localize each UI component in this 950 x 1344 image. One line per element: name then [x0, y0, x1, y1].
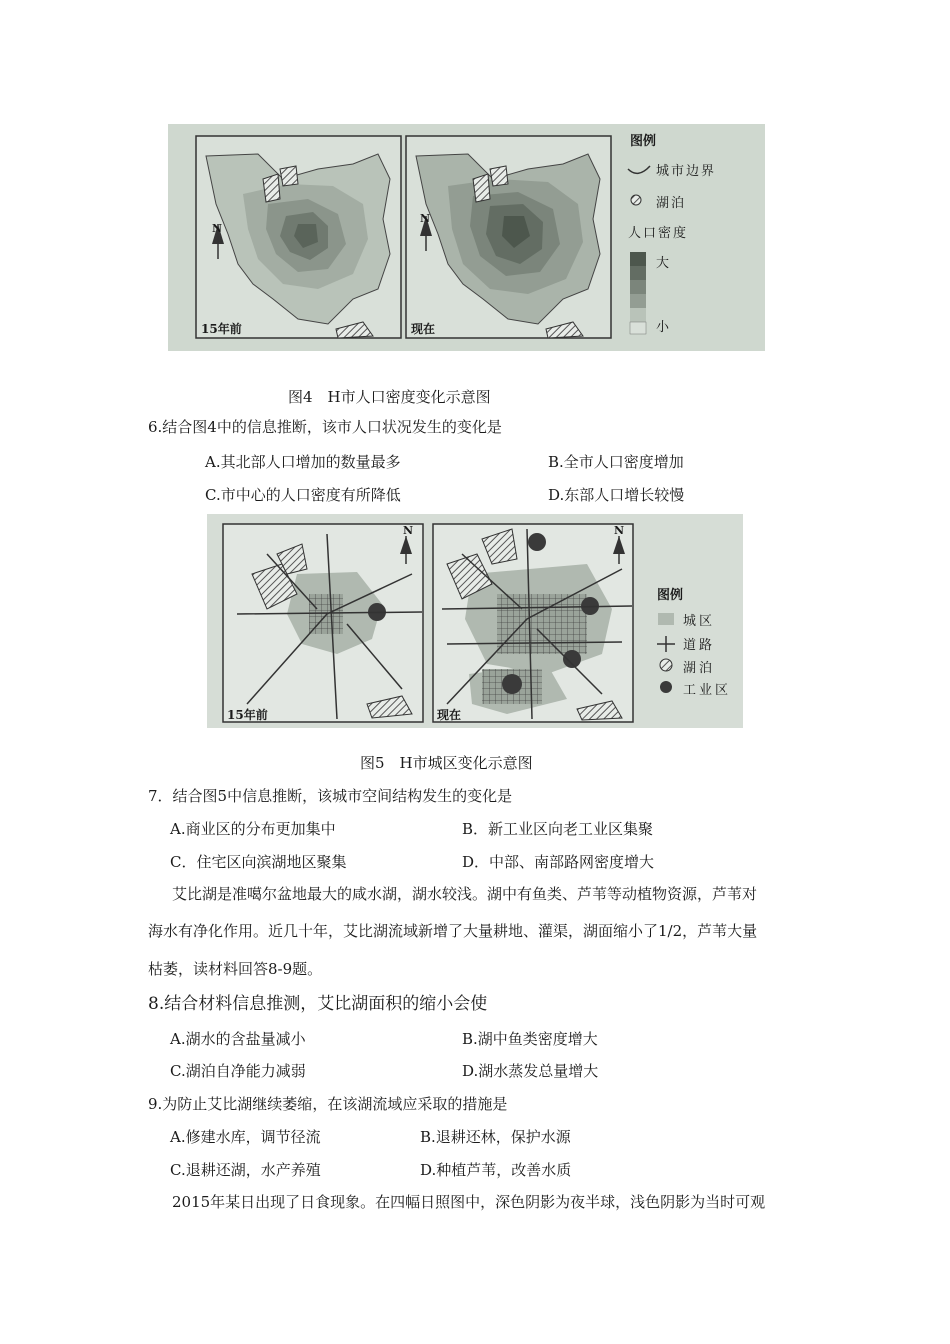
next-passage: 2015年某日出现了日食现象。在四幅日照图中，深色阴影为夜半球，浅色阴影为当时可观 — [172, 1193, 766, 1211]
q8-option-a: A.湖水的含盐量减小 — [170, 1030, 306, 1048]
fig5-legend-lake: 湖泊 — [683, 661, 716, 676]
q6-stem: 6.结合图4中的信息推断，该市人口状况发生的变化是 — [148, 418, 502, 436]
passage-line-2: 海水有净化作用。近几十年，艾比湖流域新增了大量耕地、灌渠，湖面缩小了1/2，芦苇大量 — [148, 922, 758, 940]
fig4-legend-title: 图例 — [630, 134, 657, 149]
fig5-north-right: N — [614, 524, 625, 537]
q7-option-b: B．新工业区向老工业区集聚 — [462, 820, 654, 838]
passage-line-3: 枯萎，读材料回答8-9题。 — [148, 960, 323, 978]
fig5-legend-urban: 城区 — [683, 614, 716, 629]
lake-icon — [660, 659, 672, 671]
road-icon — [657, 636, 675, 652]
q7-option-c: C．住宅区向滨湖地区聚集 — [170, 853, 347, 871]
q6-option-a: A.其北部人口增加的数量最多 — [205, 453, 401, 471]
passage-line-1: 艾比湖是准噶尔盆地最大的咸水湖，湖水较浅。湖中有鱼类、芦苇等动植物资源，芦苇对 — [172, 885, 758, 903]
fig4-north-right: N — [420, 212, 431, 225]
fig4-legend-density: 人口密度 — [628, 226, 689, 241]
figure-4-image — [168, 124, 765, 351]
fig4-label-right: 现在 — [411, 322, 436, 336]
q8-option-b: B.湖中鱼类密度增大 — [462, 1030, 598, 1048]
q8-stem: 8.结合材料信息推测，艾比湖面积的缩小会使 — [148, 994, 488, 1014]
figure-5-image — [207, 514, 743, 728]
fig4-legend-lake: 湖泊 — [656, 196, 687, 211]
q7-stem: 7．结合图5中信息推断，该城市空间结构发生的变化是 — [148, 787, 513, 805]
q8-option-c: C.湖泊自净能力减弱 — [170, 1062, 306, 1080]
fig4-legend-boundary: 城市边界 — [656, 164, 717, 179]
fig4-north-left: N — [212, 222, 223, 235]
density-swatch — [630, 252, 646, 266]
city-boundary-icon — [628, 166, 650, 173]
q9-option-d: D.种植芦苇，改善水质 — [420, 1161, 572, 1179]
q9-option-c: C.退耕还湖，水产养殖 — [170, 1161, 321, 1179]
fig4-legend-low: 小 — [656, 320, 670, 335]
fig4-legend-high: 大 — [656, 256, 670, 271]
q7-option-a: A.商业区的分布更加集中 — [170, 820, 336, 838]
fig5-label-right: 现在 — [437, 708, 462, 722]
q9-option-a: A.修建水库，调节径流 — [170, 1128, 321, 1146]
q6-option-d: D.东部人口增长较慢 — [548, 486, 685, 504]
fig5-legend-title: 图例 — [657, 588, 684, 603]
figure-4-caption: 图4 H市人口密度变化示意图 — [288, 388, 491, 406]
fig4-label-left: 15年前 — [201, 322, 242, 336]
q6-option-b: B.全市人口密度增加 — [548, 453, 684, 471]
q7-option-d: D．中部、南部路网密度增大 — [462, 853, 655, 871]
urban-area-swatch — [658, 613, 674, 625]
fig5-legend-industrial: 工业区 — [683, 683, 732, 698]
lake-icon — [631, 195, 641, 205]
q6-option-c: C.市中心的人口密度有所降低 — [205, 486, 401, 504]
fig5-north-left: N — [403, 524, 414, 537]
q9-stem: 9.为防止艾比湖继续萎缩，在该湖流域应采取的措施是 — [148, 1095, 508, 1113]
industrial-icon — [660, 681, 672, 693]
figure-5-caption: 图5 H市城区变化示意图 — [360, 754, 533, 772]
fig5-label-left: 15年前 — [227, 708, 268, 722]
q9-option-b: B.退耕还林，保护水源 — [420, 1128, 571, 1146]
q8-option-d: D.湖水蒸发总量增大 — [462, 1062, 599, 1080]
fig5-legend-road: 道路 — [683, 638, 716, 653]
